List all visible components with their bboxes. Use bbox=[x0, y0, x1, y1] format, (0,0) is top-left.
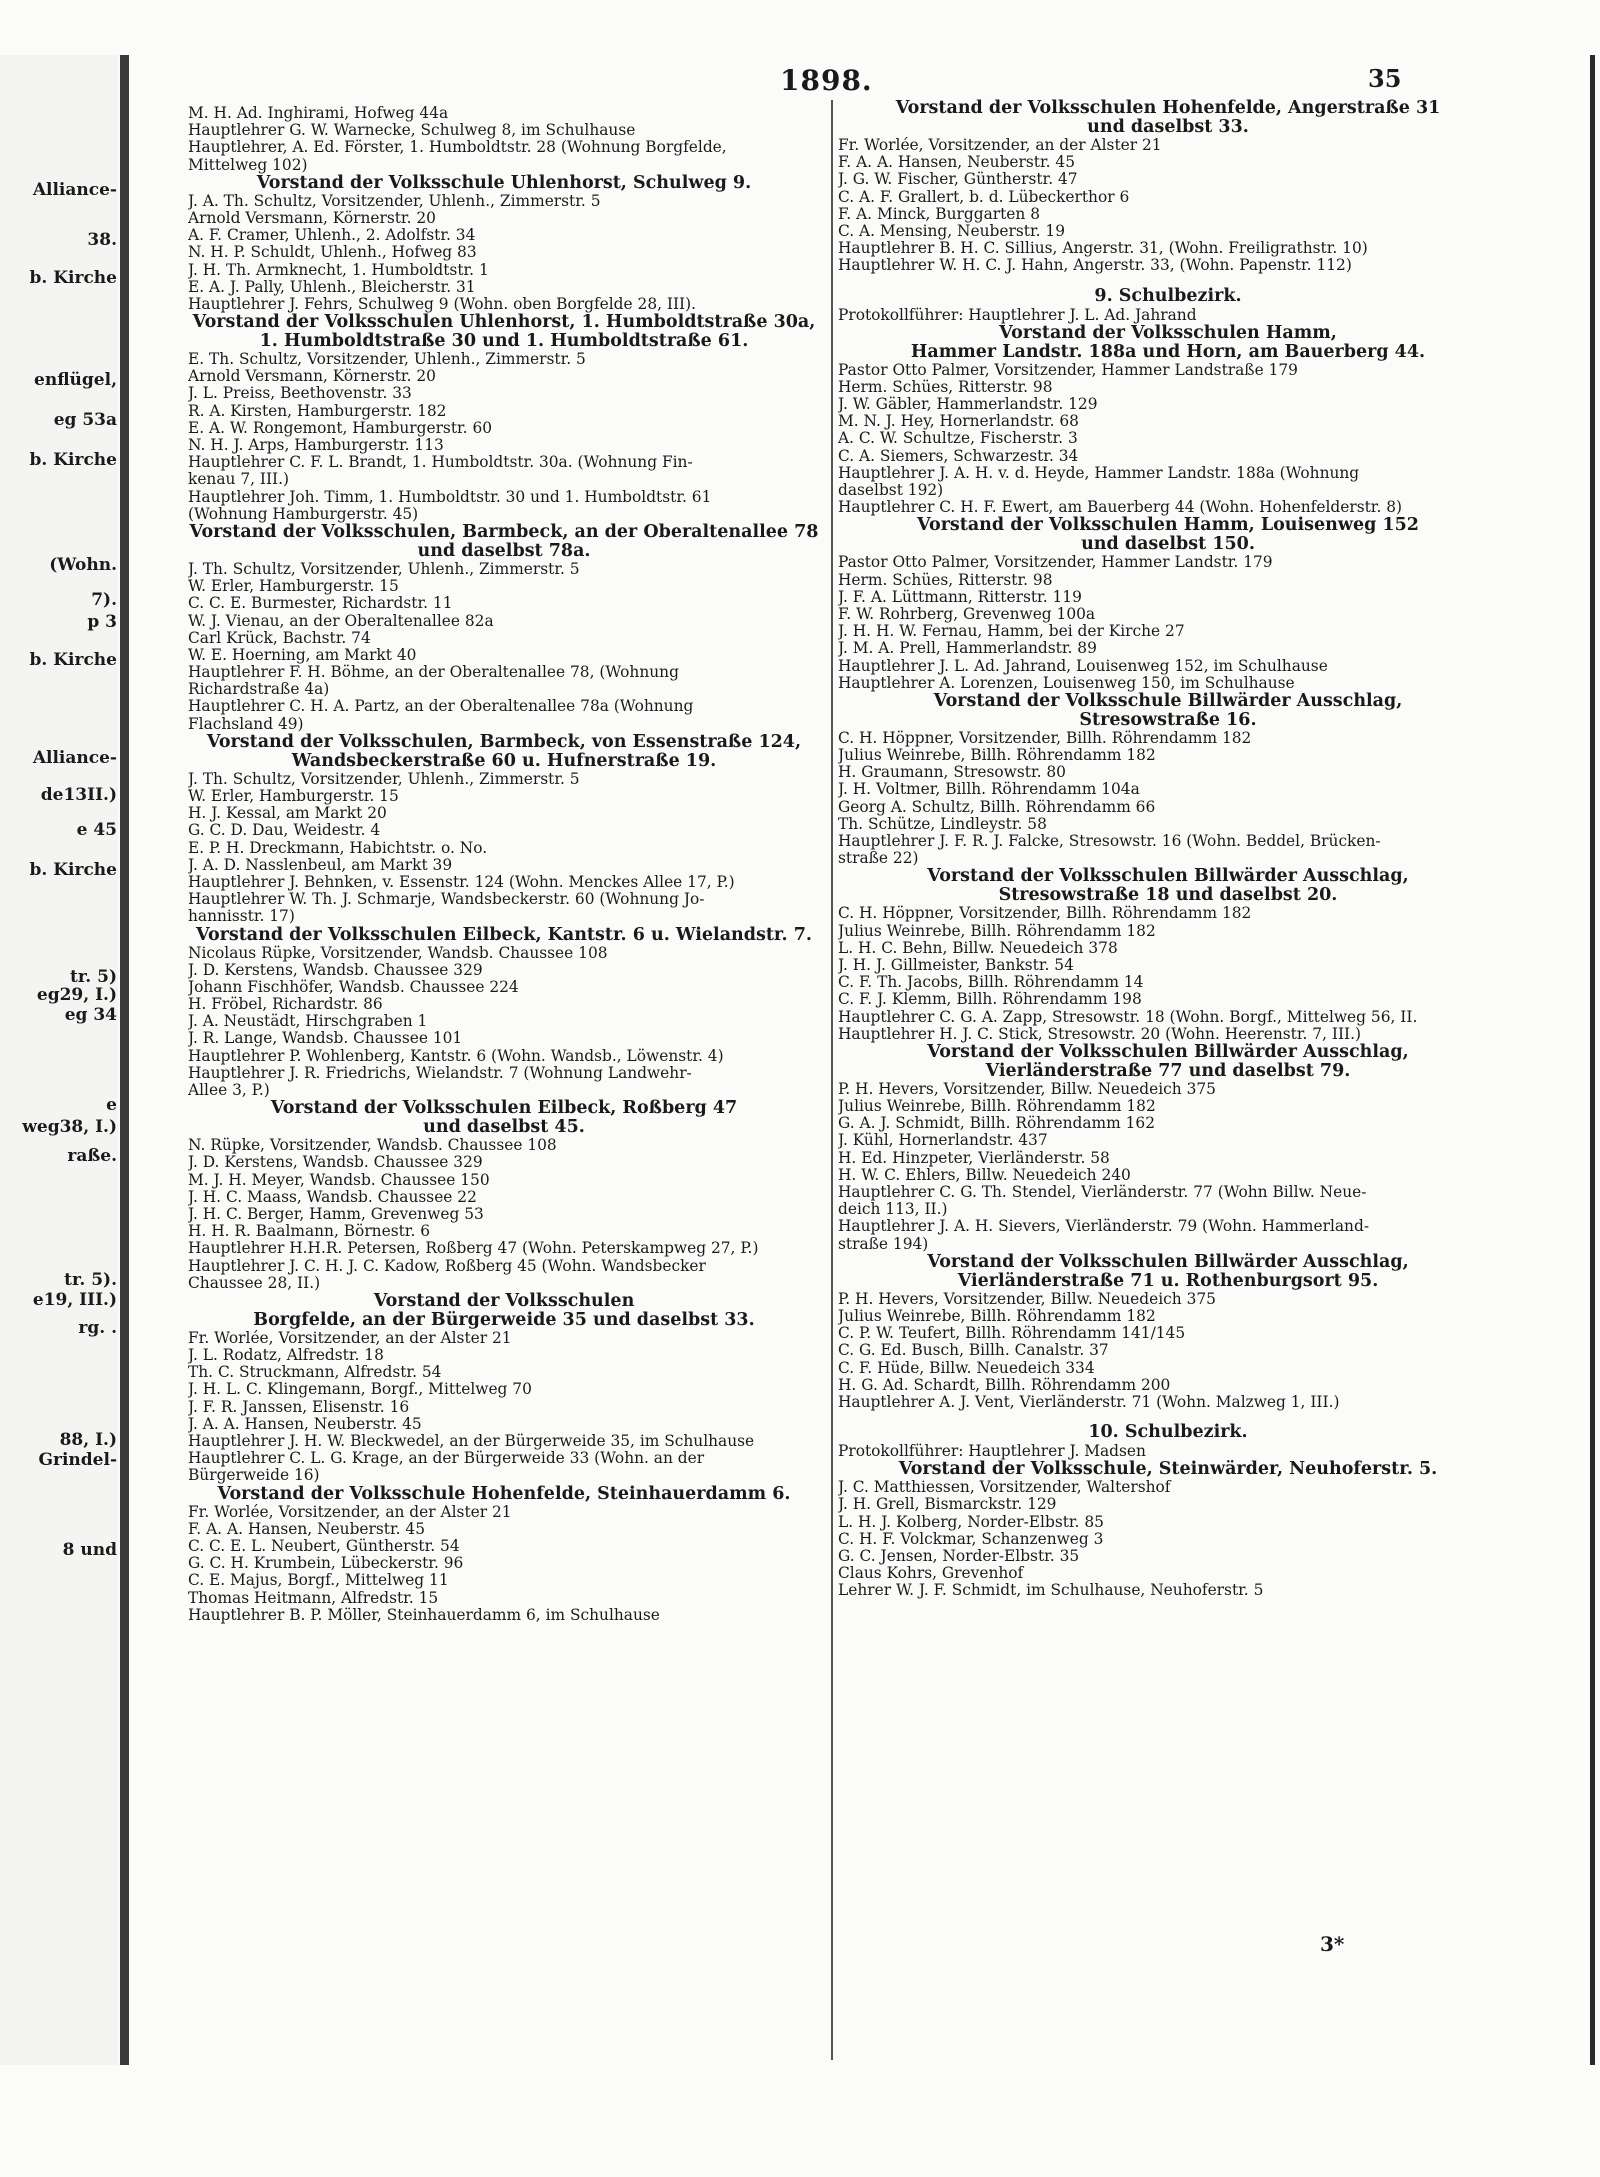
facing-page-text: eg 53a bbox=[53, 410, 117, 430]
directory-entry: C. A. Siemers, Schwarzestr. 34 bbox=[838, 447, 1079, 465]
directory-entry: J. A. Neustädt, Hirschgraben 1 bbox=[188, 1013, 428, 1031]
directory-entry: (Wohnung Hamburgerstr. 45) bbox=[188, 505, 419, 523]
district-heading: 9. Schulbezirk. bbox=[1094, 285, 1242, 306]
directory-entry: J. F. R. Janssen, Elisenstr. 16 bbox=[188, 1398, 410, 1416]
directory-entry: Allee 3, P.) bbox=[188, 1082, 270, 1099]
directory-entry: Hauptlehrer J. C. H. J. C. Kadow, Roßberg 45 (Wohn. Wandsbecker bbox=[188, 1257, 706, 1275]
directory-entry: Th. Schütze, Lindleystr. 58 bbox=[838, 815, 1047, 833]
facing-page-text: Alliance- bbox=[32, 748, 117, 768]
facing-page-text: 7). bbox=[91, 590, 117, 610]
directory-entry: Hauptlehrer F. H. Böhme, an der Oberaltenallee 78, (Wohnung bbox=[188, 664, 679, 682]
directory-entry: M. J. H. Meyer, Wandsb. Chaussee 150 bbox=[188, 1171, 490, 1189]
directory-entry: C. A. Mensing, Neuberstr. 19 bbox=[838, 222, 1065, 240]
directory-entry: daselbst 192) bbox=[838, 482, 944, 499]
directory-entry: Thomas Heitmann, Alfredstr. 15 bbox=[188, 1589, 439, 1607]
directory-entry: straße 194) bbox=[838, 1235, 929, 1253]
directory-entry: N. Rüpke, Vorsitzender, Wandsb. Chaussee 108 bbox=[188, 1137, 557, 1155]
directory-entry: Fr. Worlée, Vorsitzender, an der Alster 21 bbox=[188, 1329, 512, 1347]
facing-page-text: p 3 bbox=[87, 612, 117, 632]
facing-page-text: rg. . bbox=[78, 1318, 117, 1338]
board-heading: Borgfelde, an der Bürgerweide 35 und daselbst 33. bbox=[253, 1310, 755, 1330]
directory-entry: C. E. Majus, Borgf., Mittelweg 11 bbox=[188, 1572, 449, 1590]
facing-page-text: b. Kirche bbox=[29, 650, 117, 670]
directory-entry: Claus Kohrs, Grevenhof bbox=[838, 1565, 1024, 1583]
facing-page-text: eg29, I.) bbox=[36, 985, 117, 1005]
directory-entry: Julius Weinrebe, Billh. Röhrendamm 182 bbox=[838, 1098, 1156, 1116]
facing-page-text: 88, I.) bbox=[59, 1430, 117, 1450]
directory-entry: J. H. Voltmer, Billh. Röhrendamm 104a bbox=[838, 781, 1140, 799]
board-heading: 1. Humboldtstraße 30 und 1. Humboldtstraße 61. bbox=[259, 332, 749, 352]
directory-entry: Hauptlehrer J. R. Friedrichs, Wielandstr. 7 (Wohnung Landwehr- bbox=[188, 1064, 692, 1082]
directory-entry: P. H. Hevers, Vorsitzender, Billw. Neuedeich 375 bbox=[838, 1080, 1216, 1098]
district-heading: 10. Schulbezirk. bbox=[1088, 1422, 1248, 1443]
directory-entry: J. G. W. Fischer, Güntherstr. 47 bbox=[838, 171, 1078, 189]
facing-page-text: Grindel- bbox=[38, 1450, 117, 1470]
directory-entry: hannisstr. 17) bbox=[188, 908, 295, 926]
facing-page-text: e bbox=[106, 1095, 117, 1115]
facing-page-text: e19, III.) bbox=[32, 1290, 117, 1310]
directory-entry: J. Th. Schultz, Vorsitzender, Uhlenh., Zimmerstr. 5 bbox=[188, 770, 580, 788]
directory-entry: Hauptlehrer C. F. L. Brandt, 1. Humboldtstr. 30a. (Wohnung Fin- bbox=[188, 454, 693, 472]
board-heading: Vorstand der Volksschulen Hohenfelde, Angerstraße 31 bbox=[895, 99, 1441, 118]
board-heading: Vorstand der Volksschulen, Barmbeck, an der Oberaltenallee 78 bbox=[189, 522, 819, 542]
directory-entry: Hauptlehrer B. P. Möller, Steinhauerdamm 6, im Schulhause bbox=[188, 1606, 660, 1624]
board-heading: Vorstand der Volksschulen Eilbeck, Roßberg 47 bbox=[270, 1099, 738, 1119]
directory-entry: P. H. Hevers, Vorsitzender, Billw. Neuedeich 375 bbox=[838, 1290, 1216, 1308]
directory-entry: Lehrer W. J. F. Schmidt, im Schulhause, Neuhoferstr. 5 bbox=[838, 1582, 1264, 1600]
directory-entry: C. F. J. Klemm, Billh. Röhrendamm 198 bbox=[838, 991, 1142, 1009]
directory-entry: J. D. Kerstens, Wandsb. Chaussee 329 bbox=[188, 961, 483, 979]
board-heading: Vorstand der Volksschulen Billwärder Ausschlag, bbox=[927, 1252, 1409, 1272]
directory-entry: M. N. J. Hey, Hornerlandstr. 68 bbox=[838, 413, 1079, 431]
board-heading: und daselbst 45. bbox=[423, 1118, 585, 1138]
directory-entry: Nicolaus Rüpke, Vorsitzender, Wandsb. Chaussee 108 bbox=[188, 944, 608, 962]
directory-entry: Hauptlehrer J. Fehrs, Schulweg 9 (Wohn. oben Borgfelde 28, III). bbox=[188, 295, 697, 313]
directory-entry: G. C. Jensen, Norder-Elbstr. 35 bbox=[838, 1548, 1080, 1565]
directory-entry: C. F. Hüde, Billw. Neuedeich 334 bbox=[838, 1359, 1095, 1377]
directory-entry: E. A. W. Rongemont, Hamburgerstr. 60 bbox=[188, 419, 493, 437]
directory-entry: Pastor Otto Palmer, Vorsitzender, Hammer Landstraße 179 bbox=[838, 361, 1298, 379]
directory-entry: Hauptlehrer W. H. C. J. Hahn, Angerstr. 33, (Wohn. Papenstr. 112) bbox=[838, 257, 1352, 275]
board-heading: Vorstand der Volksschulen Uhlenhorst, 1. Humboldtstraße 30a, bbox=[192, 313, 816, 333]
board-heading: Vorstand der Volksschule Billwärder Ausschlag, bbox=[933, 691, 1403, 711]
column-divider bbox=[831, 100, 833, 2060]
directory-entry: N. H. J. Arps, Hamburgerstr. 113 bbox=[188, 437, 444, 454]
directory-entry: Julius Weinrebe, Billh. Röhrendamm 182 bbox=[838, 922, 1156, 940]
facing-page-text: 8 und bbox=[62, 1540, 117, 1560]
directory-entry: N. H. P. Schuldt, Uhlenh., Hofweg 83 bbox=[188, 244, 477, 262]
directory-entry: C. C. E. L. Neubert, Güntherstr. 54 bbox=[188, 1537, 460, 1555]
facing-page-text: raße. bbox=[67, 1146, 117, 1166]
directory-entry: E. P. H. Dreckmann, Habichtstr. o. No. bbox=[188, 839, 488, 857]
directory-entry: J. D. Kerstens, Wandsb. Chaussee 329 bbox=[188, 1154, 483, 1172]
facing-page-text: tr. 5). bbox=[64, 1270, 117, 1290]
directory-entry: Hauptlehrer J. H. W. Bleckwedel, an der Bürgerweide 35, im Schulhause bbox=[188, 1433, 755, 1450]
directory-entry: Flachsland 49) bbox=[188, 715, 304, 733]
directory-entry: G. C. D. Dau, Weidestr. 4 bbox=[188, 822, 381, 840]
directory-entry: F. W. Rohrberg, Grevenweg 100a bbox=[838, 605, 1096, 623]
directory-entry: C. H. F. Volckmar, Schanzenweg 3 bbox=[838, 1530, 1104, 1548]
directory-entry: Herm. Schües, Ritterstr. 98 bbox=[838, 571, 1053, 589]
directory-entry: F. A. A. Hansen, Neuberstr. 45 bbox=[188, 1520, 425, 1538]
facing-page-margin bbox=[0, 55, 118, 2065]
directory-entry: C. P. W. Teufert, Billh. Röhrendamm 141/145 bbox=[838, 1325, 1186, 1343]
directory-entry: C. C. E. Burmester, Richardstr. 11 bbox=[188, 595, 453, 613]
directory-entry: Julius Weinrebe, Billh. Röhrendamm 182 bbox=[838, 747, 1156, 765]
directory-entry: H. Graumann, Stresowstr. 80 bbox=[838, 764, 1066, 782]
directory-entry: J. Th. Schultz, Vorsitzender, Uhlenh., Zimmerstr. 5 bbox=[188, 560, 580, 578]
directory-entry: C. F. Th. Jacobs, Billh. Röhrendamm 14 bbox=[838, 974, 1144, 992]
page-number: 35 bbox=[1368, 64, 1402, 93]
facing-page-text: tr. 5) bbox=[70, 967, 117, 987]
directory-entry: J. H. Th. Armknecht, 1. Humboldtstr. 1 bbox=[188, 261, 489, 279]
directory-entry: Hauptlehrer C. H. A. Partz, an der Oberaltenallee 78a (Wohnung bbox=[188, 698, 694, 716]
directory-entry: deich 113, II.) bbox=[838, 1201, 948, 1219]
directory-entry: M. H. Ad. Inghirami, Hofweg 44a bbox=[188, 105, 449, 122]
directory-entry: R. A. Kirsten, Hamburgerstr. 182 bbox=[188, 402, 447, 420]
facing-page-text: 38. bbox=[87, 230, 117, 250]
left-column bbox=[188, 105, 820, 1624]
directory-entry: Protokollführer: Hauptlehrer J. L. Ad. Jahrand bbox=[838, 306, 1197, 324]
directory-entry: straße 22) bbox=[838, 850, 919, 868]
directory-entry: J. H. Grell, Bismarckstr. 129 bbox=[838, 1496, 1057, 1514]
directory-entry: A. F. Cramer, Uhlenh., 2. Adolfstr. 34 bbox=[188, 227, 476, 245]
directory-entry: J. L. Preiss, Beethovenstr. 33 bbox=[188, 385, 412, 403]
directory-entry: J. A. Th. Schultz, Vorsitzender, Uhlenh., Zimmerstr. 5 bbox=[188, 192, 601, 210]
directory-entry: Hauptlehrer B. H. C. Sillius, Angerstr. 31, (Wohn. Freiligrathstr. 10) bbox=[838, 240, 1368, 258]
directory-entry: C. H. Höppner, Vorsitzender, Billh. Röhrendamm 182 bbox=[838, 905, 1252, 923]
directory-entry: Hauptlehrer C. H. F. Ewert, am Bauerberg 44 (Wohn. Hohenfelderstr. 8) bbox=[838, 499, 1403, 517]
directory-entry: Johann Fischhöfer, Wandsb. Chaussee 224 bbox=[188, 978, 519, 996]
directory-entry: Th. C. Struckmann, Alfredstr. 54 bbox=[188, 1364, 442, 1382]
board-heading: und daselbst 78a. bbox=[417, 541, 591, 561]
directory-entry: Hauptlehrer C. L. G. Krage, an der Bürgerweide 33 (Wohn. an der bbox=[188, 1450, 705, 1468]
binding-edge bbox=[120, 55, 129, 2065]
directory-entry: Chaussee 28, II.) bbox=[188, 1274, 321, 1292]
directory-entry: Mittelweg 102) bbox=[188, 156, 308, 174]
section-spacer bbox=[838, 275, 1498, 285]
directory-entry: H. G. Ad. Schardt, Billh. Röhrendamm 200 bbox=[838, 1376, 1171, 1394]
directory-entry: W. J. Vienau, an der Oberaltenallee 82a bbox=[188, 612, 494, 630]
directory-entry: Herm. Schües, Ritterstr. 98 bbox=[838, 378, 1053, 396]
directory-entry: Hauptlehrer H.H.R. Petersen, Roßberg 47 (Wohn. Peterskampweg 27, P.) bbox=[188, 1240, 759, 1258]
board-heading: Vorstand der Volksschulen, Barmbeck, von Essenstraße 124, bbox=[206, 732, 802, 752]
directory-entry: L. H. J. Kolberg, Norder-Elbstr. 85 bbox=[838, 1513, 1104, 1531]
directory-entry: Hauptlehrer J. A. H. v. d. Heyde, Hammer Landstr. 188a (Wohnung bbox=[838, 464, 1360, 482]
directory-entry: H. Fröbel, Richardstr. 86 bbox=[188, 996, 383, 1014]
directory-entry: Carl Krück, Bachstr. 74 bbox=[188, 629, 371, 647]
right-column bbox=[838, 99, 1498, 1600]
directory-entry: Pastor Otto Palmer, Vorsitzender, Hammer Landstr. 179 bbox=[838, 554, 1273, 572]
board-heading: Vorstand der Volksschulen bbox=[373, 1291, 635, 1311]
directory-entry: W. E. Hoerning, am Markt 40 bbox=[188, 646, 417, 664]
directory-entry: Richardstraße 4a) bbox=[188, 681, 330, 699]
board-heading: Stresowstraße 16. bbox=[1079, 710, 1257, 730]
board-heading: Stresowstraße 18 und daselbst 20. bbox=[998, 886, 1338, 906]
directory-entry: Protokollführer: Hauptlehrer J. Madsen bbox=[838, 1443, 1146, 1461]
directory-entry: Hauptlehrer A. Lorenzen, Louisenweg 150, im Schulhause bbox=[838, 674, 1295, 692]
directory-entry: Arnold Versmann, Körnerstr. 20 bbox=[188, 368, 436, 386]
directory-entry: G. A. J. Schmidt, Billh. Röhrendamm 162 bbox=[838, 1115, 1156, 1133]
facing-page-text: b. Kirche bbox=[29, 268, 117, 288]
directory-entry: W. Erler, Hamburgerstr. 15 bbox=[188, 578, 399, 596]
directory-entry: H. Ed. Hinzpeter, Vierländerstr. 58 bbox=[838, 1149, 1110, 1167]
directory-entry: Bürgerweide 16) bbox=[188, 1467, 320, 1485]
directory-entry: J. F. A. Lüttmann, Ritterstr. 119 bbox=[838, 588, 1082, 606]
facing-page-text: weg38, I.) bbox=[22, 1117, 117, 1137]
directory-entry: J. L. Rodatz, Alfredstr. 18 bbox=[188, 1347, 384, 1365]
board-heading: Vierländerstraße 77 und daselbst 79. bbox=[985, 1061, 1351, 1081]
directory-entry: Arnold Versmann, Körnerstr. 20 bbox=[188, 209, 436, 227]
directory-entry: Fr. Worlée, Vorsitzender, an der Alster 21 bbox=[188, 1503, 512, 1521]
directory-entry: J. H. C. Berger, Hamm, Grevenweg 53 bbox=[188, 1205, 484, 1223]
directory-entry: Hauptlehrer H. J. C. Stick, Stresowstr. 20 (Wohn. Heerenstr. 7, III.) bbox=[838, 1025, 1362, 1043]
facing-page-text: b. Kirche bbox=[29, 860, 117, 880]
board-heading: Wandsbeckerstraße 60 u. Hufnerstraße 19. bbox=[291, 751, 717, 771]
directory-entry: Hauptlehrer J. Behnken, v. Essenstr. 124 (Wohn. Menckes Allee 17, P.) bbox=[188, 873, 735, 891]
directory-entry: A. C. W. Schultze, Fischerstr. 3 bbox=[838, 430, 1078, 448]
directory-entry: J. H. J. Gillmeister, Bankstr. 54 bbox=[838, 956, 1074, 974]
directory-entry: C. G. Ed. Busch, Billh. Canalstr. 37 bbox=[838, 1342, 1109, 1360]
directory-entry: J. C. Matthiessen, Vorsitzender, Waltershof bbox=[838, 1479, 1171, 1497]
directory-entry: C. A. F. Grallert, b. d. Lübeckerthor 6 bbox=[838, 188, 1130, 206]
board-heading: Vorstand der Volksschulen Eilbeck, Kantstr. 6 u. Wielandstr. 7. bbox=[195, 925, 812, 945]
directory-entry: J. A. D. Nasslenbeul, am Markt 39 bbox=[188, 856, 453, 874]
board-heading: und daselbst 33. bbox=[1087, 118, 1249, 137]
facing-page-text: e 45 bbox=[76, 820, 117, 840]
directory-entry: Hauptlehrer C. G. A. Zapp, Stresowstr. 18 (Wohn. Borgf., Mittelweg 56, II. bbox=[838, 1008, 1418, 1026]
directory-entry: Hauptlehrer G. W. Warnecke, Schulweg 8, im Schulhause bbox=[188, 122, 636, 140]
directory-entry: Fr. Worlée, Vorsitzender, an der Alster 21 bbox=[838, 137, 1162, 154]
directory-entry: Hauptlehrer Joh. Timm, 1. Humboldtstr. 30 und 1. Humboldtstr. 61 bbox=[188, 488, 712, 506]
page-edge bbox=[1590, 55, 1595, 2065]
facing-page-text: de13II.) bbox=[40, 785, 117, 805]
directory-entry: J. H. L. C. Klingemann, Borgf., Mittelweg 70 bbox=[188, 1381, 532, 1399]
directory-entry: W. Erler, Hamburgerstr. 15 bbox=[188, 788, 399, 805]
facing-page-text: b. Kirche bbox=[29, 450, 117, 470]
directory-entry: E. Th. Schultz, Vorsitzender, Uhlenh., Zimmerstr. 5 bbox=[188, 351, 586, 369]
directory-entry: Julius Weinrebe, Billh. Röhrendamm 182 bbox=[838, 1307, 1156, 1325]
directory-entry: G. C. H. Krumbein, Lübeckerstr. 96 bbox=[188, 1555, 464, 1573]
directory-entry: Hauptlehrer, A. Ed. Förster, 1. Humboldtstr. 28 (Wohnung Borgfelde, bbox=[188, 139, 727, 157]
directory-entry: Hauptlehrer A. J. Vent, Vierländerstr. 71 (Wohn. Malzweg 1, III.) bbox=[838, 1393, 1340, 1411]
directory-entry: Hauptlehrer C. G. Th. Stendel, Vierländerstr. 77 (Wohn Billw. Neue- bbox=[838, 1184, 1367, 1201]
directory-entry: C. H. Höppner, Vorsitzender, Billh. Röhrendamm 182 bbox=[838, 729, 1252, 747]
facing-page-text: eg 34 bbox=[64, 1005, 117, 1025]
directory-entry: kenau 7, III.) bbox=[188, 471, 290, 489]
directory-entry: F. A. Minck, Burggarten 8 bbox=[838, 205, 1040, 223]
board-heading: und daselbst 150. bbox=[1081, 535, 1255, 555]
directory-entry: J. A. A. Hansen, Neuberstr. 45 bbox=[188, 1415, 422, 1433]
directory-entry: J. Kühl, Hornerlandstr. 437 bbox=[838, 1132, 1048, 1150]
board-heading: Vierländerstraße 71 u. Rothenburgsort 95. bbox=[957, 1271, 1379, 1291]
board-heading: Vorstand der Volksschule Uhlenhorst, Schulweg 9. bbox=[256, 173, 752, 193]
directory-entry: Hauptlehrer W. Th. J. Schmarje, Wandsbeckerstr. 60 (Wohnung Jo- bbox=[188, 891, 705, 909]
directory-entry: H. J. Kessal, am Markt 20 bbox=[188, 805, 387, 823]
board-heading: Vorstand der Volksschule, Steinwärder, Neuhoferstr. 5. bbox=[898, 1460, 1438, 1480]
facing-page-text: Alliance- bbox=[32, 180, 117, 200]
board-heading: Vorstand der Volksschule Hohenfelde, Steinhauerdamm 6. bbox=[217, 1484, 791, 1504]
directory-entry: J. R. Lange, Wandsb. Chaussee 101 bbox=[188, 1030, 463, 1048]
directory-entry: H. H. R. Baalmann, Börnestr. 6 bbox=[188, 1223, 431, 1241]
page-year: 1898. bbox=[780, 64, 873, 97]
directory-entry: J. M. A. Prell, Hammerlandstr. 89 bbox=[838, 640, 1097, 658]
section-spacer bbox=[838, 1411, 1498, 1421]
directory-entry: Hauptlehrer J. A. H. Sievers, Vierländerstr. 79 (Wohn. Hammerland- bbox=[838, 1218, 1370, 1236]
directory-entry: Georg A. Schultz, Billh. Röhrendamm 66 bbox=[838, 798, 1156, 816]
signature-mark: 3* bbox=[1320, 1932, 1345, 1956]
directory-entry: E. A. J. Pally, Uhlenh., Bleicherstr. 31 bbox=[188, 278, 476, 296]
directory-entry: L. H. C. Behn, Billw. Neuedeich 378 bbox=[838, 939, 1118, 957]
board-heading: Vorstand der Volksschulen Hamm, bbox=[999, 323, 1337, 343]
board-heading: Vorstand der Volksschulen Billwärder Ausschlag, bbox=[927, 867, 1409, 887]
directory-entry: J. H. H. W. Fernau, Hamm, bei der Kirche 27 bbox=[838, 623, 1185, 641]
board-heading: Vorstand der Volksschulen Hamm, Louisenweg 152 bbox=[917, 516, 1419, 536]
directory-entry: J. W. Gäbler, Hammerlandstr. 129 bbox=[838, 396, 1098, 414]
directory-entry: Hauptlehrer J. F. R. J. Falcke, Stresowstr. 16 (Wohn. Beddel, Brücken- bbox=[838, 833, 1381, 850]
directory-entry: Hauptlehrer P. Wohlenberg, Kantstr. 6 (Wohn. Wandsb., Löwenstr. 4) bbox=[188, 1047, 724, 1065]
facing-page-text: enflügel, bbox=[34, 370, 117, 390]
directory-entry: J. H. C. Maass, Wandsb. Chaussee 22 bbox=[188, 1188, 477, 1206]
directory-entry: H. W. C. Ehlers, Billw. Neuedeich 240 bbox=[838, 1166, 1131, 1184]
board-heading: Hammer Landstr. 188a und Horn, am Bauerberg 44. bbox=[910, 342, 1426, 362]
directory-entry: F. A. A. Hansen, Neuberstr. 45 bbox=[838, 154, 1075, 172]
board-heading: Vorstand der Volksschulen Billwärder Ausschlag, bbox=[927, 1042, 1409, 1062]
facing-page-text: (Wohn. bbox=[49, 555, 117, 575]
directory-entry: Hauptlehrer J. L. Ad. Jahrand, Louisenweg 152, im Schulhause bbox=[838, 657, 1328, 675]
